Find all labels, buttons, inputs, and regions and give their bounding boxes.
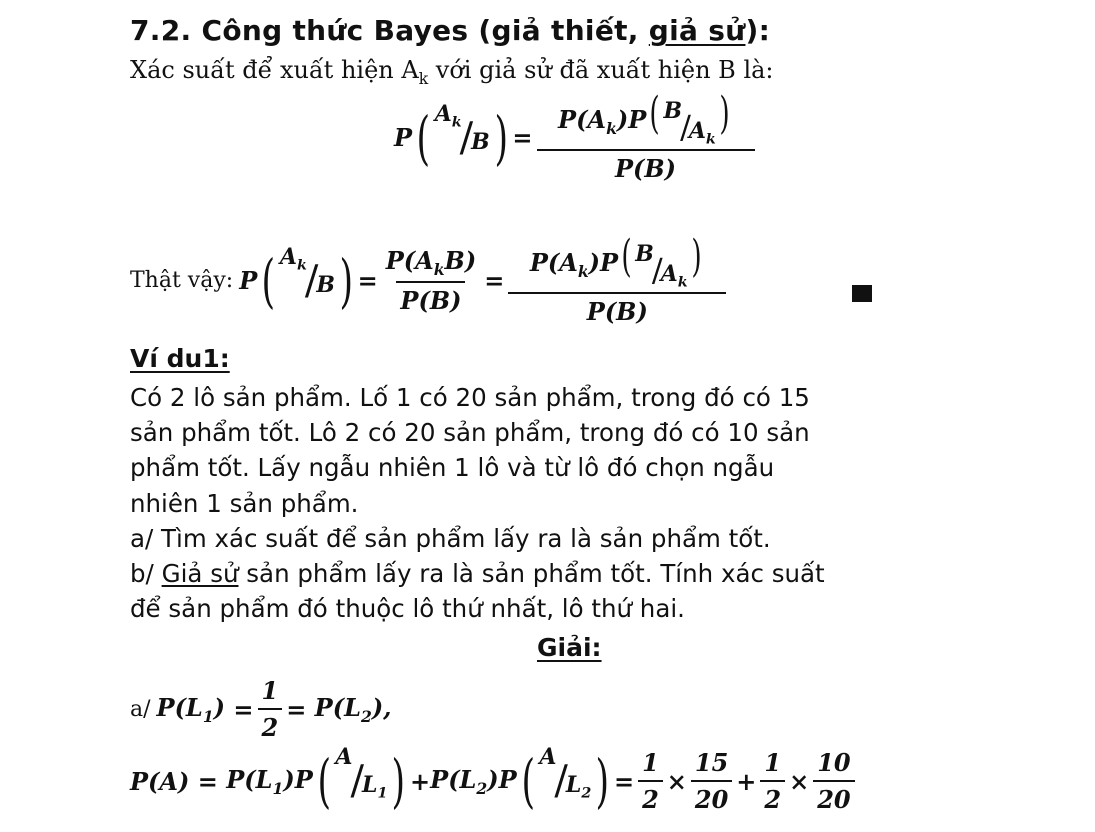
problem-line: Có 2 lô sản phẩm. Lố 1 có 20 sản phẩm, trong đó có 15 xyxy=(130,383,810,412)
example-title: Ví du1: xyxy=(130,344,230,373)
solution-a-equation: a/ $P(L_1)$ = $\frac{1}{2}$ = $P(L_2)$, xyxy=(130,676,392,742)
problem-line: a/ Tìm xác suất để sản phẩm lấy ra là sản phẩm tốt. xyxy=(130,523,771,553)
bayes-formula: P ( $A_k$ / B ) = $P(A_k)P$( B / $A_k$ ) P(B) xyxy=(394,92,759,183)
problem-part-b: b/ Giả sử sản phẩm lấy ra là sản phẩm tốt. Tính xác suất xyxy=(130,559,825,589)
solution-title: Giải: xyxy=(537,633,602,662)
bayes-intro-text: Xác suất để xuất hiện $A_k$ với giả sử đã xuất hiện B là: xyxy=(130,56,774,88)
proof-label: Thật vậy: xyxy=(130,268,234,293)
total-probability-equation: P(A) = $P(L_1)P$ ( A / $L_1$ ) + $P(L_2)P$ ( A / $L_2$ ) = $\frac{1}{2}$ × $\frac{15}{20}$ + $\frac{1}{2}$ × $\frac{10}{20}$ xyxy=(130,748,859,814)
section-heading: 7.2. Công thức Bayes (giả thiết, giả sử): xyxy=(130,14,771,47)
solution-a-label: a/ xyxy=(130,696,151,722)
problem-line: để sản phẩm đó thuộc lô thứ nhất, lô thứ hai. xyxy=(130,594,685,624)
heading-underlined-term: giả sử xyxy=(648,14,746,47)
end-of-proof-square xyxy=(852,285,872,302)
example-problem xyxy=(130,380,1070,626)
bayes-proof: Thật vậy: P ( $A_k$ / B ) = $\frac{P(A_kB)}{P(B)}$ = $P(A_k)P$( B / $A_k$ ) P(B) xyxy=(130,235,730,326)
problem-line: phẩm tốt. Lấy ngẫu nhiên 1 lô và từ lô đó chọn ngẫu xyxy=(130,453,775,483)
problem-line: sản phẩm tốt. Lô 2 có 20 sản phẩm, trong đó có 10 sản xyxy=(130,418,810,448)
problem-line: nhiên 1 sản phẩm. xyxy=(130,488,359,518)
